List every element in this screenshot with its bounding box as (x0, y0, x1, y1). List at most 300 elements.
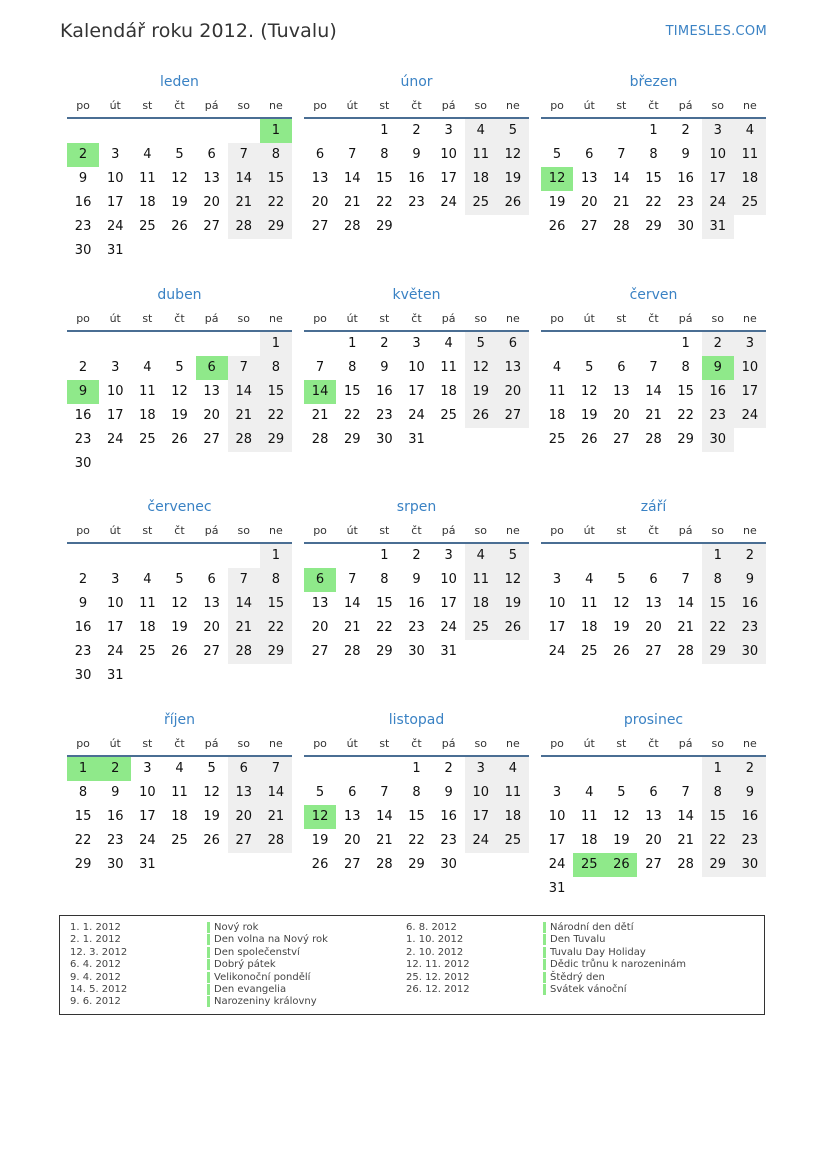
weekday-label: ne (743, 736, 757, 750)
day-cell: 12 (171, 596, 188, 611)
day-cell: 29 (260, 428, 292, 452)
day-cell: 7 (348, 147, 357, 162)
week-row (67, 616, 292, 640)
empty-cell (400, 215, 432, 239)
day-cell: 21 (613, 195, 630, 210)
weekday-label: so (474, 99, 487, 112)
day-cell: 10 (106, 596, 124, 611)
day-cell: 19 (171, 407, 188, 423)
empty-cell (573, 757, 605, 781)
weekday-header (67, 95, 292, 119)
weekday-label: st (142, 311, 153, 325)
week-row (304, 404, 529, 428)
day-cell: 8 (260, 356, 292, 380)
day-cell: 7 (260, 757, 292, 781)
months-grid (67, 70, 766, 920)
weekday-label: čt (411, 99, 422, 112)
day-cell: 8 (260, 568, 292, 592)
day-cell: 2 (702, 332, 734, 356)
legend-name-text: Den volna na Nový rok (207, 934, 328, 945)
week-row (67, 781, 292, 805)
day-cell: 12 (541, 167, 573, 191)
day-cell: 29 (343, 431, 361, 447)
day-cell: 30 (74, 243, 92, 258)
weekday-label: pá (204, 736, 219, 750)
week-row (67, 568, 292, 592)
empty-cell (163, 452, 195, 476)
day-cell: 8 (78, 784, 88, 800)
weekday-label: st (379, 99, 390, 112)
day-cell: 21 (228, 191, 260, 215)
day-cell: 9 (412, 572, 421, 587)
day-cell: 24 (702, 191, 734, 215)
day-cell: 17 (106, 620, 124, 635)
week-row (67, 404, 292, 428)
day-cell: 28 (677, 856, 694, 872)
weekday-label: pá (204, 524, 219, 537)
day-cell: 29 (260, 215, 292, 239)
day-cell: 8 (348, 359, 357, 375)
empty-cell (605, 757, 637, 781)
weekday-label: po (550, 311, 564, 325)
legend-name-text: Tuvalu Day Holiday (543, 947, 646, 958)
day-cell: 25 (139, 644, 156, 659)
week-row (304, 356, 529, 380)
day-cell: 24 (106, 219, 124, 234)
empty-cell (637, 757, 669, 781)
legend-date: 6. 8. 2012 (406, 922, 457, 933)
month-name: leden (160, 74, 199, 90)
day-cell: 16 (408, 171, 425, 186)
day-cell: 29 (408, 856, 425, 872)
empty-cell (163, 119, 195, 143)
day-cell: 29 (376, 219, 393, 234)
day-cell: 27 (497, 404, 529, 428)
weekday-label: pá (678, 524, 693, 537)
day-cell: 30 (408, 644, 425, 659)
weekday-label: út (346, 311, 358, 325)
day-cell: 20 (311, 620, 329, 635)
day-cell: 13 (645, 596, 662, 611)
day-cell: 3 (111, 572, 120, 587)
month-calendar (541, 708, 766, 921)
day-cell: 21 (645, 407, 662, 423)
weekday-header (67, 733, 292, 757)
day-cell: 6 (207, 147, 216, 162)
day-cell: 18 (734, 167, 766, 191)
day-cell: 10 (440, 147, 457, 162)
week-row (304, 592, 529, 616)
weekday-label: út (109, 524, 121, 537)
weekday-header (541, 308, 766, 332)
weekday-label: út (109, 311, 121, 325)
weekday-label: út (346, 736, 358, 750)
day-cell: 8 (380, 147, 389, 162)
day-cell: 25 (465, 191, 497, 215)
week-row (541, 332, 766, 356)
day-cell: 15 (702, 805, 734, 829)
week-row (304, 805, 529, 829)
day-cell: 25 (139, 219, 156, 234)
day-cell: 7 (228, 568, 260, 592)
day-cell: 13 (228, 781, 260, 805)
day-cell: 11 (465, 143, 497, 167)
day-cell: 30 (734, 853, 766, 877)
day-cell: 27 (580, 219, 598, 234)
week-row (541, 404, 766, 428)
day-cell: 23 (74, 219, 92, 234)
day-cell: 1 (702, 544, 734, 568)
day-cell: 9 (702, 356, 734, 380)
empty-cell (637, 544, 669, 568)
month-name: září (640, 499, 667, 515)
week-row (67, 853, 292, 877)
weekday-label: po (313, 311, 327, 325)
weekday-label: so (474, 311, 487, 325)
week-row (304, 544, 529, 568)
day-cell: 14 (613, 171, 630, 186)
day-cell: 20 (228, 805, 260, 829)
month-calendar (304, 708, 529, 921)
weekday-header (304, 308, 529, 332)
weekday-label: st (142, 99, 153, 112)
day-cell: 13 (497, 356, 529, 380)
day-cell: 1 (260, 332, 292, 356)
day-cell: 28 (228, 428, 260, 452)
day-cell: 24 (106, 431, 124, 447)
day-cell: 23 (440, 832, 457, 848)
empty-cell (304, 757, 336, 781)
weekday-label: čt (648, 311, 659, 325)
empty-cell (260, 664, 292, 688)
month-name: březen (629, 74, 678, 90)
day-cell: 1 (649, 123, 658, 138)
day-cell: 27 (613, 431, 630, 447)
weekday-label: ne (506, 311, 520, 325)
day-cell: 30 (74, 668, 92, 683)
day-cell: 12 (613, 596, 630, 611)
week-row (67, 215, 292, 239)
day-cell: 22 (260, 191, 292, 215)
day-cell: 24 (548, 644, 566, 659)
day-cell: 22 (260, 404, 292, 428)
weekday-label: ne (269, 99, 283, 112)
empty-cell (260, 239, 292, 263)
weekday-label: so (474, 736, 487, 750)
day-cell: 18 (465, 592, 497, 616)
day-cell: 6 (348, 784, 357, 800)
day-cell: 20 (203, 407, 220, 423)
day-cell: 24 (440, 195, 457, 210)
week-row (67, 119, 292, 143)
day-cell: 3 (702, 119, 734, 143)
day-cell: 18 (139, 620, 156, 635)
week-row (67, 356, 292, 380)
empty-cell (304, 544, 336, 568)
weekday-label: ne (506, 99, 520, 112)
day-cell: 28 (677, 644, 694, 659)
day-cell: 20 (645, 832, 662, 848)
day-cell: 2 (412, 548, 421, 563)
day-cell: 8 (649, 147, 658, 162)
day-cell: 16 (74, 620, 92, 635)
day-cell: 5 (175, 572, 184, 587)
day-cell: 23 (74, 644, 92, 659)
empty-cell (163, 664, 195, 688)
day-cell: 27 (203, 644, 220, 659)
legend-holiday-name (543, 934, 686, 946)
day-cell: 16 (106, 808, 124, 824)
day-cell: 21 (343, 195, 361, 210)
day-cell: 7 (228, 356, 260, 380)
day-cell: 14 (343, 171, 361, 186)
empty-cell (734, 215, 766, 239)
day-cell: 12 (465, 356, 497, 380)
weekday-label: po (550, 736, 564, 750)
day-cell: 5 (315, 784, 325, 800)
month-calendar (67, 283, 292, 496)
day-cell: 9 (681, 147, 690, 162)
empty-cell (637, 877, 669, 901)
day-cell: 8 (681, 359, 690, 375)
day-cell: 22 (376, 620, 393, 635)
empty-cell (131, 544, 163, 568)
day-cell: 27 (311, 644, 329, 659)
empty-cell (465, 640, 497, 664)
day-cell: 24 (465, 829, 497, 853)
empty-cell (67, 332, 99, 356)
day-cell: 24 (548, 856, 566, 872)
day-cell: 14 (677, 808, 694, 824)
empty-cell (163, 332, 195, 356)
empty-cell (734, 877, 766, 901)
legend-date: 9. 4. 2012 (70, 971, 121, 983)
empty-cell (573, 332, 605, 356)
day-cell: 1 (260, 544, 292, 568)
week-row (67, 757, 292, 781)
weekday-header (541, 733, 766, 757)
weekday-label: so (237, 524, 250, 537)
day-cell: 4 (143, 359, 152, 375)
day-cell: 29 (645, 219, 662, 234)
day-cell: 3 (444, 123, 453, 138)
empty-cell (465, 215, 497, 239)
month-name: prosinec (623, 711, 684, 728)
day-cell: 20 (497, 380, 529, 404)
empty-cell (304, 332, 336, 356)
day-cell: 7 (681, 572, 690, 587)
day-cell: 11 (497, 781, 529, 805)
legend-date: 2. 10. 2012 (406, 946, 464, 958)
day-cell: 16 (734, 592, 766, 616)
day-cell: 15 (260, 167, 292, 191)
legend-holiday-name (543, 972, 686, 984)
day-cell: 25 (734, 191, 766, 215)
day-cell: 5 (617, 572, 626, 587)
weekday-label: so (711, 524, 724, 537)
day-cell: 28 (645, 431, 662, 447)
month-name: květen (392, 286, 441, 303)
day-cell: 28 (376, 856, 393, 872)
day-cell: 26 (613, 644, 630, 659)
day-cell: 9 (734, 781, 766, 805)
empty-cell (228, 239, 260, 263)
empty-cell (573, 544, 605, 568)
weekday-label: ne (269, 311, 283, 325)
day-cell: 9 (444, 784, 453, 800)
day-cell: 18 (465, 167, 497, 191)
day-cell: 6 (497, 332, 529, 356)
day-cell: 19 (171, 195, 188, 210)
empty-cell (605, 332, 637, 356)
week-row (304, 853, 529, 877)
empty-cell (196, 119, 228, 143)
day-cell: 24 (106, 644, 124, 659)
empty-cell (497, 640, 529, 664)
day-cell: 8 (702, 781, 734, 805)
day-cell: 17 (702, 167, 734, 191)
empty-cell (497, 428, 529, 452)
month-calendar (304, 70, 529, 283)
day-cell: 10 (548, 808, 566, 824)
weekday-label: čt (174, 736, 185, 750)
empty-cell (433, 428, 465, 452)
day-cell: 12 (171, 383, 188, 399)
legend-name-text: Den společenství (207, 947, 300, 958)
week-row (304, 640, 529, 664)
day-cell: 13 (613, 383, 630, 399)
weekday-label: pá (441, 736, 456, 750)
day-cell: 23 (74, 431, 92, 447)
weekday-header (541, 95, 766, 119)
day-cell: 5 (497, 544, 529, 568)
day-cell: 22 (702, 616, 734, 640)
day-cell: 16 (376, 383, 393, 399)
day-cell: 19 (613, 620, 630, 635)
week-row (304, 143, 529, 167)
day-cell: 31 (106, 243, 124, 258)
day-cell: 18 (440, 383, 457, 399)
week-row (67, 592, 292, 616)
weekday-label: po (313, 99, 327, 112)
weekday-label: čt (411, 524, 422, 537)
weekday-label: pá (441, 524, 456, 537)
day-cell: 13 (203, 596, 220, 611)
day-cell: 22 (408, 832, 425, 848)
day-cell: 30 (677, 219, 694, 234)
weekday-label: st (142, 736, 153, 750)
weekday-header (304, 95, 529, 119)
empty-cell (228, 664, 260, 688)
day-cell: 6 (196, 356, 228, 380)
day-cell: 13 (203, 171, 220, 186)
day-cell: 8 (380, 572, 389, 587)
weekday-label: po (550, 99, 564, 112)
legend-holiday-name (207, 959, 328, 971)
week-row (541, 829, 766, 853)
day-cell: 6 (304, 568, 336, 592)
empty-cell (131, 119, 163, 143)
month-calendar (541, 70, 766, 283)
legend-name-text: Štědrý den (543, 972, 605, 983)
weekday-label: čt (648, 736, 659, 750)
day-cell: 13 (343, 808, 361, 824)
day-cell: 27 (203, 431, 220, 447)
day-cell: 26 (311, 856, 329, 872)
day-cell: 16 (408, 596, 425, 611)
legend-date: 25. 12. 2012 (406, 971, 470, 983)
day-cell: 12 (497, 143, 529, 167)
weekday-label: st (616, 311, 627, 325)
empty-cell (131, 239, 163, 263)
day-cell: 13 (645, 808, 662, 824)
day-cell: 17 (440, 171, 457, 186)
day-cell: 26 (548, 219, 566, 234)
day-cell: 29 (677, 431, 694, 447)
day-cell: 3 (734, 332, 766, 356)
day-cell: 31 (106, 668, 124, 683)
empty-cell (605, 544, 637, 568)
weekday-header (67, 520, 292, 544)
empty-cell (163, 239, 195, 263)
holiday-legend (59, 915, 765, 1015)
week-row (541, 167, 766, 191)
day-cell: 12 (497, 568, 529, 592)
day-cell: 29 (260, 640, 292, 664)
weekday-label: so (711, 311, 724, 325)
empty-cell (228, 544, 260, 568)
day-cell: 31 (702, 215, 734, 239)
day-cell: 26 (171, 431, 188, 447)
weekday-label: čt (648, 99, 659, 112)
month-calendar (304, 495, 529, 708)
brand-link[interactable]: TIMESLES.COM (665, 24, 767, 39)
legend-dates-col-2 (406, 922, 470, 996)
legend-date: 1. 1. 2012 (70, 922, 121, 933)
day-cell: 14 (677, 596, 694, 611)
day-cell: 27 (228, 829, 260, 853)
weekday-label: so (711, 99, 724, 112)
page-title: Kalendář roku 2012. (Tuvalu) (60, 20, 337, 42)
empty-cell (702, 877, 734, 901)
day-cell: 23 (677, 195, 694, 210)
day-cell: 13 (203, 383, 220, 399)
day-cell: 30 (376, 431, 393, 447)
day-cell: 14 (228, 167, 260, 191)
legend-name-text: Dobrý pátek (207, 959, 276, 970)
day-cell: 18 (497, 805, 529, 829)
legend-date: 12. 11. 2012 (406, 959, 470, 971)
day-cell: 15 (702, 592, 734, 616)
day-cell: 10 (106, 171, 124, 186)
day-cell: 21 (311, 407, 329, 423)
week-row (304, 332, 529, 356)
day-cell: 6 (315, 147, 325, 162)
week-row (67, 829, 292, 853)
day-cell: 26 (497, 191, 529, 215)
legend-holiday-name (543, 984, 686, 996)
day-cell: 11 (548, 383, 566, 399)
day-cell: 17 (465, 805, 497, 829)
weekday-label: čt (648, 524, 659, 537)
day-cell: 25 (580, 644, 598, 659)
day-cell: 7 (315, 359, 325, 375)
day-cell: 14 (645, 383, 662, 399)
legend-holiday-name (207, 972, 328, 984)
empty-cell (573, 119, 605, 143)
day-cell: 18 (580, 620, 598, 635)
empty-cell (637, 332, 669, 356)
